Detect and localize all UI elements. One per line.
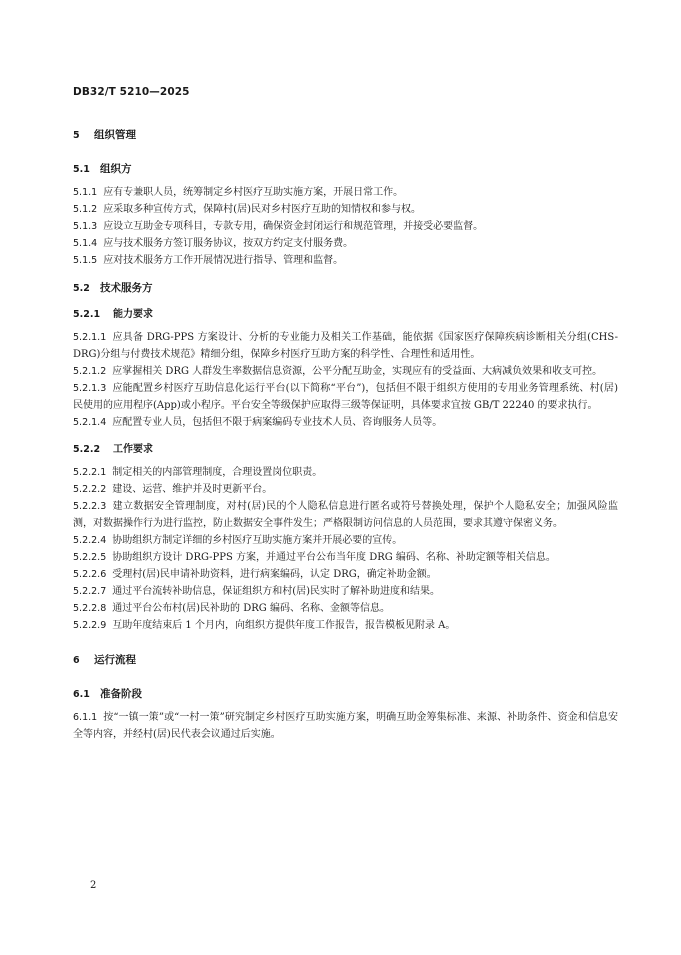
clause-5-2-1-3 <box>73 380 618 414</box>
clause-number: 5.2.1.3 <box>73 383 107 394</box>
clause-text: 协助组织方制定详细的乡村医疗互助实施方案并开展必要的宣传。 <box>112 535 403 546</box>
clause-number: 5.2.2.5 <box>73 552 107 563</box>
clause-5-2-1-2 <box>73 363 618 380</box>
clause-number: 5.2.2.7 <box>73 586 107 597</box>
clause-5-1-4 <box>73 235 618 252</box>
clause-5-2-2-2 <box>73 481 618 498</box>
section-heading-6-1 <box>73 687 618 702</box>
clause-number: 5.2.2.1 <box>73 467 107 478</box>
clause-number: 5.1.5 <box>73 255 98 266</box>
section-title: 准备阶段 <box>100 688 142 700</box>
section-title: 运行流程 <box>94 654 136 666</box>
clause-number: 5.2.2.8 <box>73 603 107 614</box>
clause-text: 互助年度结束后 1 个月内，向组织方提供年度工作报告，报告模板见附录 A。 <box>112 620 456 631</box>
clause-number: 5.2.2.6 <box>73 569 107 580</box>
clause-text: 应能配置乡村医疗互助信息化运行平台(以下简称“平台”)，包括但不限于组织方使用的专用业务管理系统、村(居)民使用的应用程序(App)或小程序。平台安全等级保护应取得三级等保证明，具体要求宜按 GB/T 22240 的要求执行。 <box>73 383 618 411</box>
section-number: 6.1 <box>73 689 90 700</box>
clause-text: 协助组织方设计 DRG-PPS 方案，并通过平台公布当年度 DRG 编码、名称、补助定额等相关信息。 <box>112 552 556 563</box>
document-code: DB32/T 5210—2025 <box>73 86 190 98</box>
clause-text: 应与技术服务方签订服务协议，按双方约定支付服务费。 <box>103 238 354 249</box>
section-number: 5.2 <box>73 283 90 294</box>
clause-text: 按“一镇一策”或“一村一策”研究制定乡村医疗互助实施方案，明确互助金筹集标准、来源、补助条件、资金和信息安全等内容，并经村(居)民代表会议通过后实施。 <box>73 712 618 740</box>
clause-number: 5.1.3 <box>73 221 98 232</box>
clause-5-1-2 <box>73 201 618 218</box>
clause-5-2-2-1 <box>73 464 618 481</box>
document-body <box>73 128 618 743</box>
clause-text: 受理村(居)民申请补助资料，进行病案编码，认定 DRG，确定补助金额。 <box>112 569 437 580</box>
clause-6-1-1 <box>73 709 618 743</box>
clause-number: 5.2.1.1 <box>73 332 107 343</box>
clause-5-2-1-4 <box>73 414 618 431</box>
section-heading-5-1 <box>73 162 618 177</box>
clause-5-2-2-7 <box>73 583 618 600</box>
clause-text: 通过平台公布村(居)民补助的 DRG 编码、名称、金额等信息。 <box>112 603 390 614</box>
clause-text: 建立数据安全管理制度，对村(居)民的个人隐私信息进行匿名或符号替换处理，保护个人隐私安全；加强风险监测，对数据操作行为进行监控，防止数据安全事件发生；严格限制访问信息的人员范围，要求其遵守保密义务。 <box>73 501 618 529</box>
section-number: 6 <box>73 655 80 666</box>
clause-5-2-2-8 <box>73 600 618 617</box>
section-number: 5.2.1 <box>73 309 101 320</box>
section-heading-5-2-2 <box>73 443 618 457</box>
section-title: 组织方 <box>100 163 132 175</box>
clause-number: 5.2.2.2 <box>73 484 107 495</box>
clause-text: 应有专兼职人员，统筹制定乡村医疗互助实施方案，开展日常工作。 <box>103 187 404 198</box>
clause-5-1-5 <box>73 252 618 269</box>
section-title: 能力要求 <box>113 309 153 320</box>
clause-number: 5.1.4 <box>73 238 98 249</box>
section-number: 5.2.2 <box>73 444 101 455</box>
clause-number: 5.2.2.4 <box>73 535 107 546</box>
section-heading-5-2 <box>73 281 618 296</box>
clause-5-1-3 <box>73 218 618 235</box>
clause-number: 5.2.2.9 <box>73 620 107 631</box>
clause-text: 应配置专业人员，包括但不限于病案编码专业技术人员、咨询服务人员等。 <box>112 417 443 428</box>
clause-number: 6.1.1 <box>73 712 98 723</box>
clause-text: 应掌握相关 DRG 人群发生率数据信息资源，公平分配互助金，实现应有的受益面、大病减负效果和收支可控。 <box>112 366 603 377</box>
clause-number: 5.2.1.4 <box>73 417 107 428</box>
clause-text: 应对技术服务方工作开展情况进行指导、管理和监督。 <box>103 255 344 266</box>
clause-number: 5.1.2 <box>73 204 98 215</box>
clause-text: 应设立互助金专项科目，专款专用，确保资金封闭运行和规范管理，并接受必要监督。 <box>103 221 484 232</box>
clause-5-2-2-9 <box>73 617 618 634</box>
clause-5-2-2-5 <box>73 549 618 566</box>
clause-number: 5.2.2.3 <box>73 501 107 512</box>
clause-5-2-2-6 <box>73 566 618 583</box>
clause-text: 应具备 DRG-PPS 方案设计、分析的专业能力及相关工作基础，能依据《国家医疗保障疾病诊断相关分组(CHS-DRG)分组与付费技术规范》精细分组，保障乡村医疗互助方案的科学性、合理性和适用性。 <box>73 332 618 360</box>
clause-5-2-2-3 <box>73 498 618 532</box>
clause-5-1-1 <box>73 184 618 201</box>
section-title: 组织管理 <box>94 129 136 141</box>
clause-text: 制定相关的内部管理制度，合理设置岗位职责。 <box>112 467 323 478</box>
clause-text: 应采取多种宣传方式，保障村(居)民对乡村医疗互助的知情权和参与权。 <box>103 204 421 215</box>
clause-number: 5.2.1.2 <box>73 366 107 377</box>
section-heading-5 <box>73 128 618 143</box>
section-title: 技术服务方 <box>100 282 153 294</box>
clause-text: 通过平台流转补助信息，保证组织方和村(居)民实时了解补助进度和结果。 <box>112 586 441 597</box>
section-number: 5.1 <box>73 164 90 175</box>
section-heading-6 <box>73 653 618 668</box>
section-title: 工作要求 <box>113 444 153 455</box>
section-number: 5 <box>73 130 80 141</box>
page-number: 2 <box>90 880 97 891</box>
section-heading-5-2-1 <box>73 308 618 322</box>
clause-5-2-1-1 <box>73 329 618 363</box>
clause-text: 建设、运营、维护并及时更新平台。 <box>112 484 273 495</box>
clause-5-2-2-4 <box>73 532 618 549</box>
clause-number: 5.1.1 <box>73 187 98 198</box>
